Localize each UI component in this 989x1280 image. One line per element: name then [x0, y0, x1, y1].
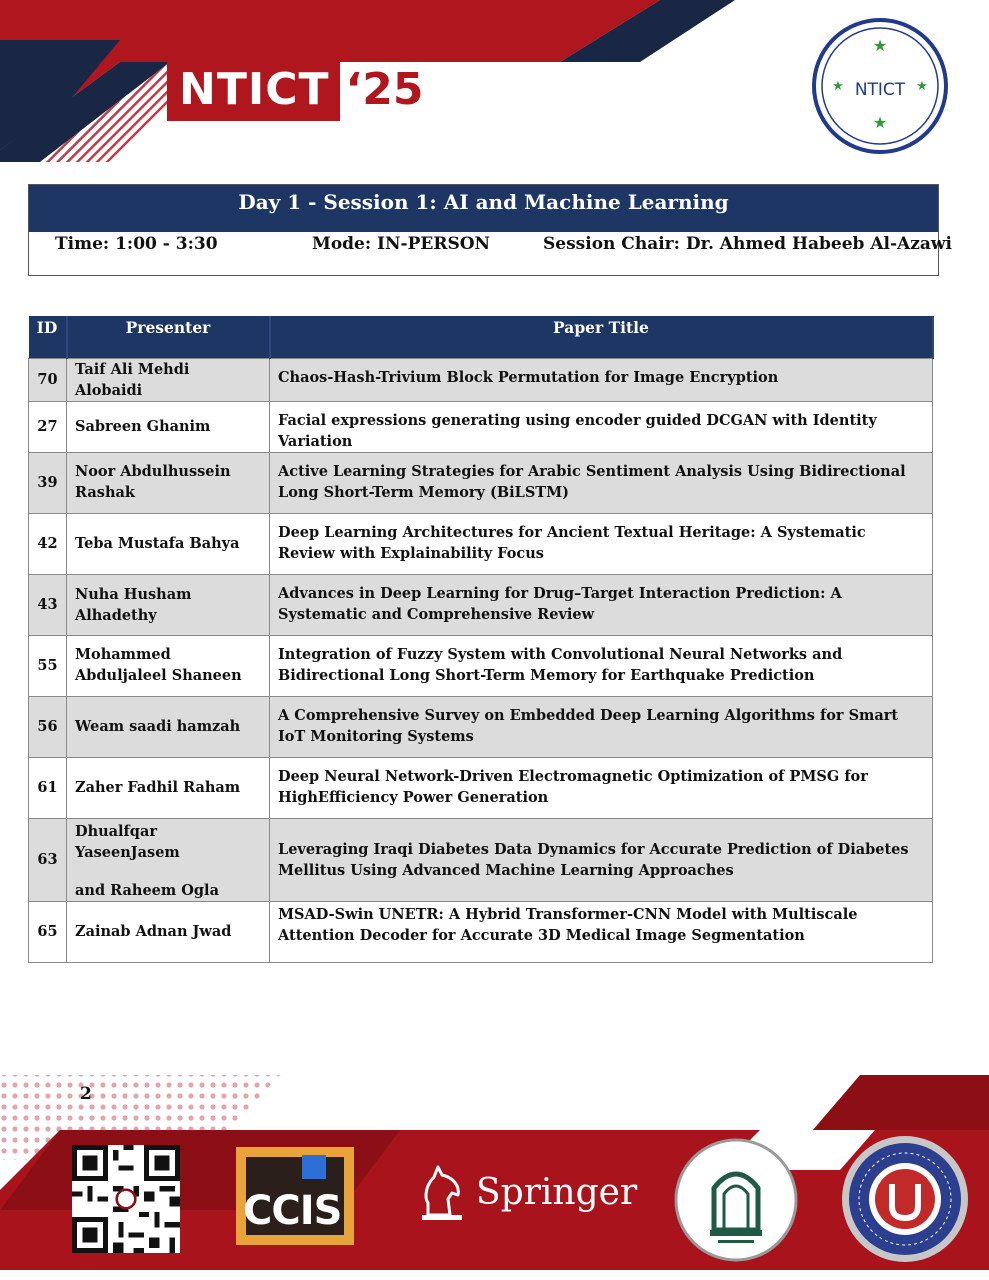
session-info-box	[28, 184, 953, 276]
table-row	[29, 358, 933, 401]
presenter-name: Nuha Husham Alhadethy	[67, 574, 270, 635]
paper-id: 56	[29, 696, 67, 757]
paper-id: 65	[29, 901, 67, 962]
paper-title: Facial expressions generating using encoder guided DCGAN with Identity Variation	[270, 401, 933, 452]
table-row	[29, 901, 933, 962]
table-header-row	[29, 316, 933, 358]
session-details	[29, 232, 953, 276]
svg-text:★: ★	[872, 36, 888, 55]
svg-text:★: ★	[916, 79, 928, 94]
ccis-label: CCIS	[243, 1188, 342, 1234]
table-row	[29, 818, 933, 901]
session-mode: Mode: IN-PERSON	[312, 234, 491, 254]
svg-text:★: ★	[872, 113, 888, 132]
table-row	[29, 635, 933, 696]
presenter-name: Zaher Fadhil Raham	[67, 757, 270, 818]
session-title: Day 1 - Session 1: AI and Machine Learning	[29, 185, 938, 232]
presenter-name: Weam saadi hamzah	[67, 696, 270, 757]
page-number: 2	[80, 1084, 92, 1104]
table-row	[29, 452, 933, 513]
presenter-name	[67, 818, 270, 901]
papers-table	[28, 316, 934, 963]
paper-id: 42	[29, 513, 67, 574]
paper-id: 70	[29, 358, 67, 401]
presenter-line-1: Dhualfqar YaseenJasem	[75, 822, 180, 861]
paper-title: MSAD-Swin UNETR: A Hybrid Transformer-CNN Model with Multiscale Attention Decoder for Accurate 3D Medical Image Segmentation	[270, 901, 933, 962]
paper-title: Leveraging Iraqi Diabetes Data Dynamics for Accurate Prediction of Diabetes Mellitus Using Advanced Machine Learning Approaches	[270, 818, 933, 901]
presenter-name: Noor Abdulhussein Rashak	[67, 452, 270, 513]
seal-label: NTICT	[854, 80, 906, 100]
session-chair: Session Chair: Dr. Ahmed Habeeb Al-Azawi	[543, 234, 953, 254]
header-presenter: Presenter	[67, 316, 270, 358]
presenter-name: Taif Ali Mehdi Alobaidi	[67, 358, 270, 401]
paper-id: 27	[29, 401, 67, 452]
table-row	[29, 757, 933, 818]
table-row	[29, 513, 933, 574]
springer-label: Springer	[476, 1172, 638, 1213]
ntict-logo-year: ‘25	[345, 64, 424, 115]
table-row	[29, 696, 933, 757]
paper-id: 63	[29, 818, 67, 901]
springer-horse-icon	[418, 1163, 466, 1223]
qr-code-icon	[72, 1145, 180, 1253]
ntict-seal-icon	[810, 16, 950, 156]
header-paper-title: Paper Title	[270, 316, 933, 358]
table-row	[29, 401, 933, 452]
paper-title: Integration of Fuzzy System with Convolutional Neural Networks and Bidirectional Long Short-Term Memory for Earthquake Prediction	[270, 635, 933, 696]
paper-id: 61	[29, 757, 67, 818]
paper-title: Deep Learning Architectures for Ancient Textual Heritage: A Systematic Review with Explainability Focus	[270, 513, 933, 574]
presenter-name: Zainab Adnan Jwad	[67, 901, 270, 962]
ntict-logo	[167, 58, 423, 122]
presenter-name: Sabreen Ghanim	[67, 401, 270, 452]
session-time: Time: 1:00 - 3:30	[55, 234, 218, 254]
table-row	[29, 574, 933, 635]
paper-id: 55	[29, 635, 67, 696]
header-id: ID	[29, 316, 67, 358]
paper-title: A Comprehensive Survey on Embedded Deep Learning Algorithms for Smart IoT Monitoring Systems	[270, 696, 933, 757]
paper-title: Advances in Deep Learning for Drug–Target Interaction Prediction: A Systematic and Comprehensive Review	[270, 574, 933, 635]
university-crest-icon	[674, 1138, 798, 1262]
uitc-seal-icon	[840, 1134, 970, 1264]
paper-title: Deep Neural Network-Driven Electromagnetic Optimization of PMSG for HighEfficiency Power Generation	[270, 757, 933, 818]
presenter-name: Teba Mustafa Bahya	[67, 513, 270, 574]
svg-text:★: ★	[832, 79, 844, 94]
paper-id: 43	[29, 574, 67, 635]
presenter-line-2: and Raheem Ogla	[75, 881, 219, 899]
presenter-name: Mohammed Abduljaleel Shaneen	[67, 635, 270, 696]
ntict-logo-main: NTICT	[167, 59, 340, 121]
paper-title: Active Learning Strategies for Arabic Sentiment Analysis Using Bidirectional Long Short-Term Memory (BiLSTM)	[270, 452, 933, 513]
paper-id: 39	[29, 452, 67, 513]
paper-title: Chaos-Hash-Trivium Block Permutation for Image Encryption	[270, 358, 933, 401]
